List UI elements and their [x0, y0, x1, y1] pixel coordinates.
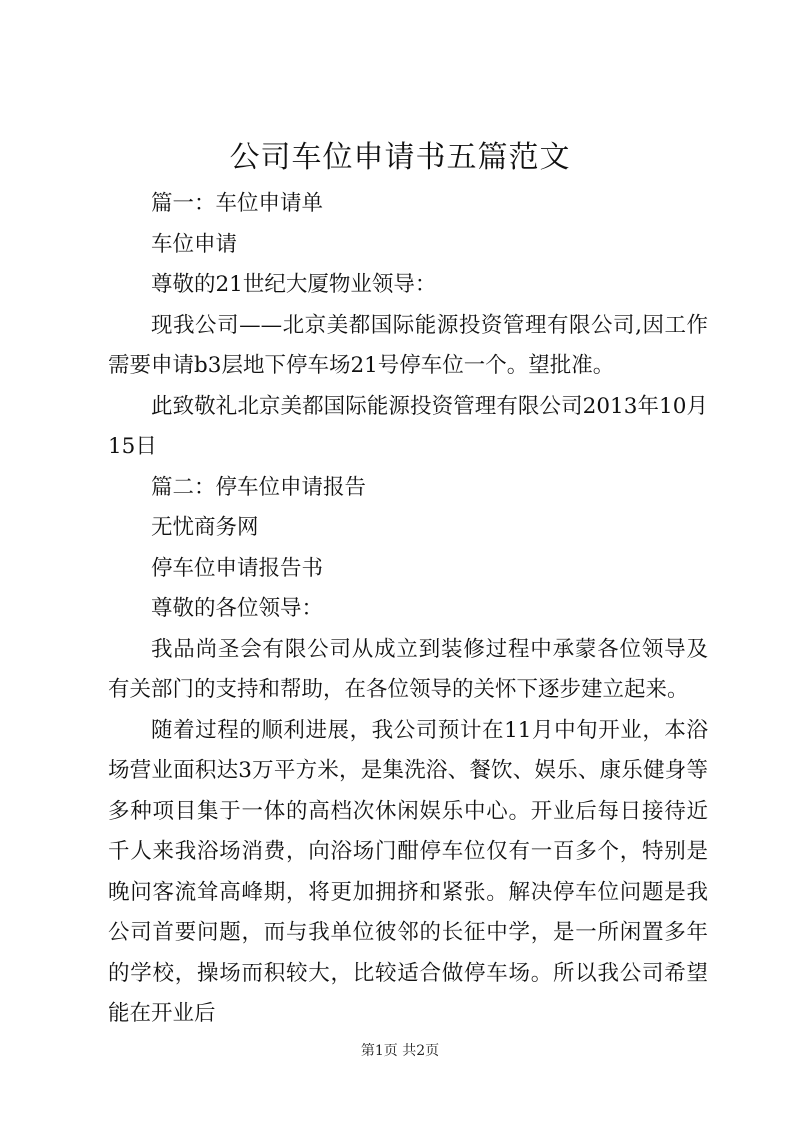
document-title: 公司车位申请书五篇范文: [229, 140, 571, 175]
paragraph-application-label: 车位申请: [151, 231, 238, 257]
paragraph-report-title: 停车位申请报告书: [151, 555, 324, 581]
paragraph-request: 现我公司——北京美都国际能源投资管理有限公司,因工作需要申请b3层地下停车场21号停车位一个。望批准。: [108, 312, 708, 378]
paragraph-closing: 此致敬礼北京美都国际能源投资管理有限公司2013年10月15日: [108, 393, 708, 459]
paragraph-salutation: 尊敬的21世纪大厦物业领导：: [151, 272, 437, 297]
page-footer: 第1页 共2页: [360, 1043, 440, 1059]
paragraph-intro: 我品尚圣会有限公司从成立到装修过程中承蒙各位领导及有关部门的支持和帮助，在各位领导的关怀下逐步建立起来。: [108, 636, 708, 702]
document-body: [108, 184, 708, 1035]
paragraph-salutation-two: 尊敬的各位领导：: [151, 596, 324, 621]
paragraph-source: 无忧商务网: [151, 515, 259, 540]
paragraph-section-one-heading: 篇一：车位申请单: [151, 191, 324, 216]
paragraph-details: 随着过程的顺利进展，我公司预计在11月中旬开业，本浴场营业面积达3万平方米，是集洗浴、餐饮、娱乐、康乐健身等多种项目集于一体的高档次休闲娱乐中心。开业后每日接待近千人来我浴场消费，向浴场门酣停车位仅有一百多个，特别是晚问客流耸高峰期，将更加拥挤和紧张。解决停车位问题是我公司首要问题，而与我单位彼邻的长征中学，是一所闲置多年的学校，操场而积较大，比较适合做停车场。所以我公司希望能在开业后: [108, 717, 708, 1026]
paragraph-section-two-heading: 篇二：停车位申请报告: [151, 474, 367, 500]
